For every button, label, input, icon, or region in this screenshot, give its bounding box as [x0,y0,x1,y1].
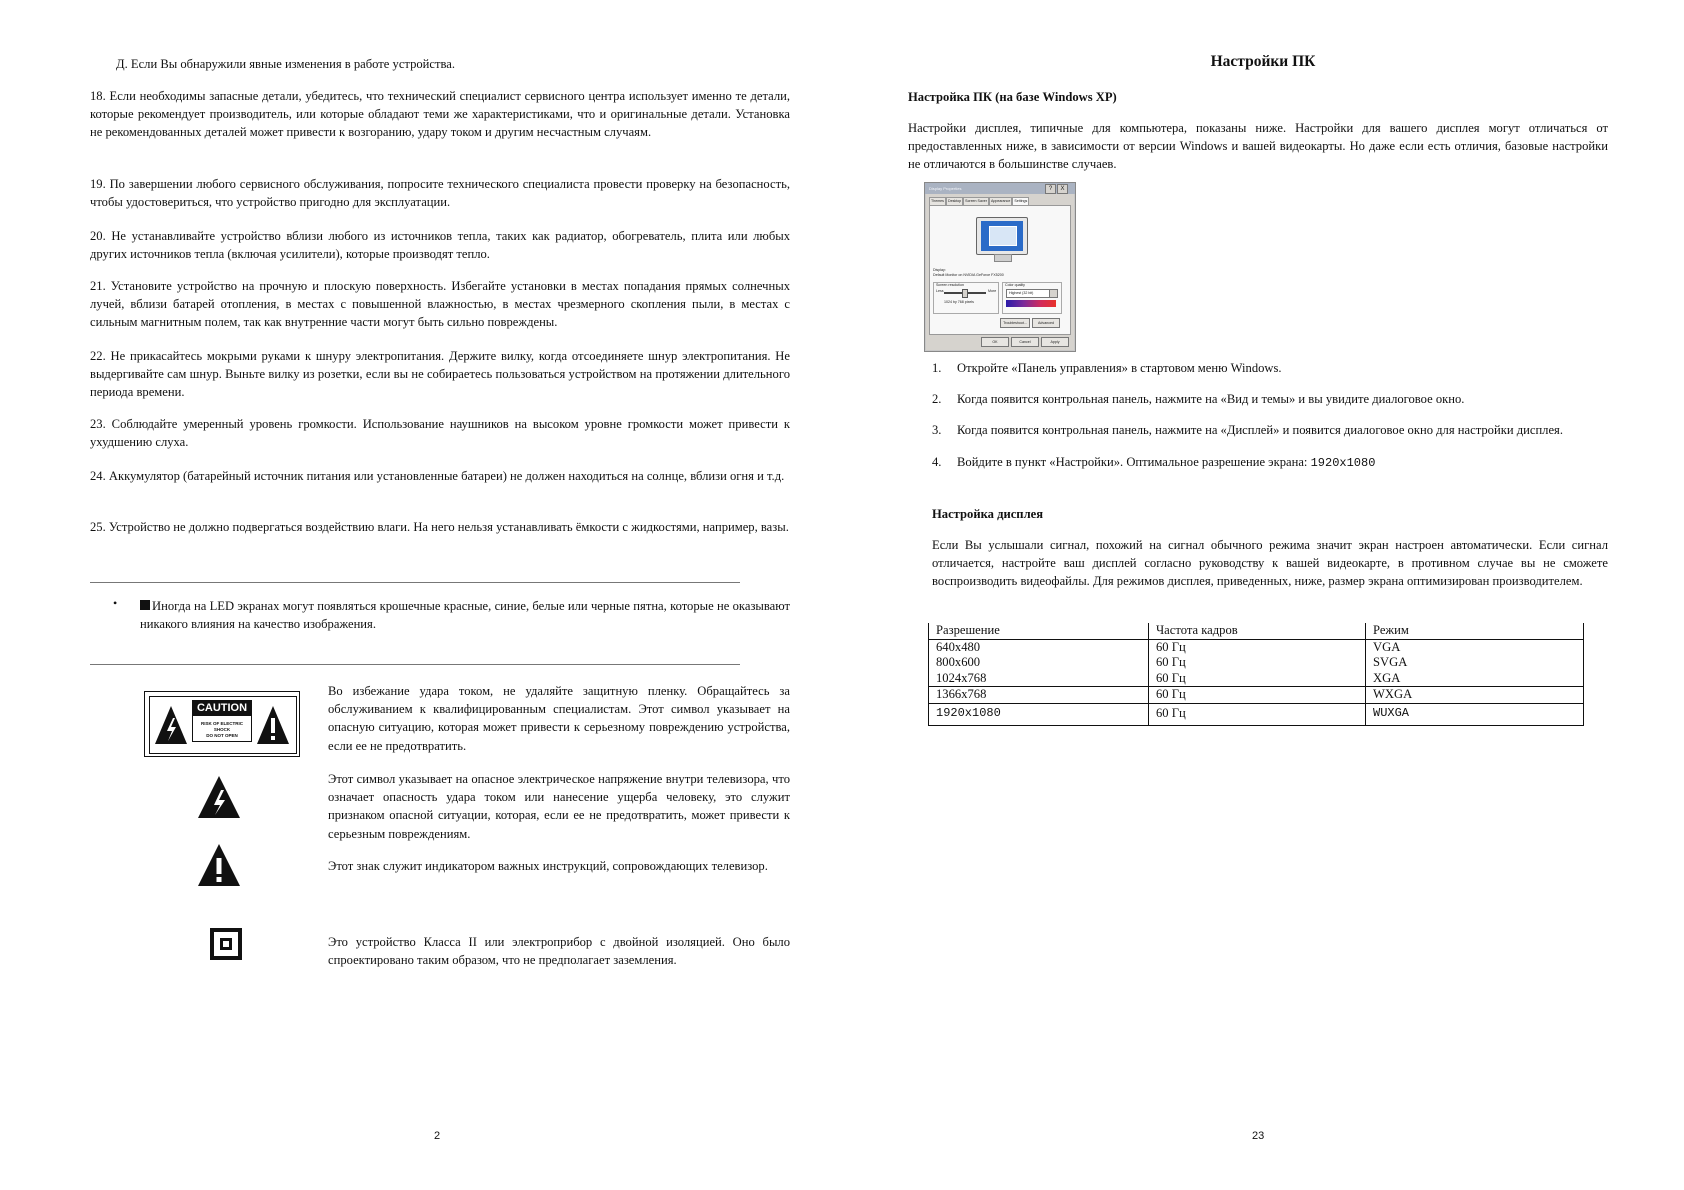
close-button[interactable]: X [1057,184,1068,194]
cancel-button[interactable]: Cancel [1011,337,1039,347]
bullet-icon: • [113,596,118,610]
advanced-button[interactable]: Advanced [1032,318,1060,328]
class-ii-double-insulation-icon [210,928,242,960]
resolution-group [933,282,999,314]
pc-setup-intro: Настройки дисплея, типичные для компьютера, показаны ниже. Настройки для вашего дисплея могут отличаться от предоставленных ниже, в зависимости от версии Windows и вашей видеокарты. Но даже если есть отличия, базовые настройки не отличаются в большинстве случаев. [908,121,1608,172]
color-quality-label: Color quality [1005,283,1025,287]
resolution-value: 1024 by 768 pixels [944,300,974,304]
tab-settings[interactable]: Settings [1012,197,1029,206]
column-header-resolution: Разрешение [929,623,1149,639]
tab-screen-saver[interactable]: Screen Saver [965,199,987,203]
caution-subtext-1: RISK OF ELECTRIC SHOCK [200,721,243,732]
more-label: More [988,289,997,293]
safety-item-20: 20. Не устанавливайте устройство вблизи любого из источников тепла, таких как радиатор, обогреватель, плита или любых других источников тепла (включая усилители), которые производят тепло. [90,229,790,262]
lightning-warning-icon [153,704,189,746]
color-quality-select[interactable] [1006,289,1058,298]
important-instructions-icon [196,842,242,888]
display-setup-text: Если Вы услышали сигнал, похожий на сигнал обычного режима значит экран настроен автоматически. Если сигнал отличается, настройте ваш дисплей согласно руководству к вашей видеокарте, в противном случае вы не сможете воспроизводить видеофайлы. Для режимов дисплея, приведенных, ниже, размер экрана оптимизирован производителем. [932,538,1608,589]
dialog-titlebar [925,183,1075,194]
safety-item-22: 22. Не прикасайтесь мокрыми руками к шнуру электропитания. Держите вилку, когда отсоединяете шнур электропитания. Не выдергивайте сам шнур. Выньте вилку из розетки, если вы не собираетесь пользоваться устройством на протяжении длительного периода времени. [90,349,790,400]
caution-label [144,691,300,757]
less-label: Less [936,289,944,293]
step-2: 2. Когда появится контрольная панель, нажмите на «Вид и темы» и вы увидите диалоговое окно. [932,392,1465,407]
table-header-row [929,623,1584,639]
optimal-resolution: 1920x1080 [1310,455,1376,470]
settings-panel [929,205,1071,335]
instructions-description: Этот знак служит индикатором важных инструкций, сопровождающих телевизор. [328,859,768,873]
divider-top [90,582,740,583]
caution-subtext-2: DO NOT OPEN [206,733,238,738]
chevron-down-icon [1049,290,1057,297]
step-3: 3. Когда появится контрольная панель, нажмите на «Дисплей» и появится диалоговое окно для настройки дисплея. [932,423,1563,438]
intro-item: Д. Если Вы обнаружили явные изменения в работе устройства. [116,57,456,71]
class-ii-description: Это устройство Класса II или электроприбор с двойной изоляцией. Оно было спроектировано таким образом, что не предполагает заземления. [328,935,790,968]
color-spectrum-bar [1006,300,1056,307]
apply-button[interactable]: Apply [1041,337,1069,347]
table-row: 640x480 60 Гц VGA [929,639,1584,655]
dangerous-voltage-icon [196,774,242,820]
right-page [842,0,1684,1190]
color-quality-value: Highest (32 bit) [1009,291,1034,295]
color-quality-group [1002,282,1062,314]
step-1: 1. Откройте «Панель управления» в стартовом меню Windows. [932,361,1282,375]
display-modes-table [928,623,1584,726]
voltage-description: Этот символ указывает на опасное электрическое напряжение внутри телевизора, что означает опасность удара током или нанесение ущерба человеку, это служит признаком опасной ситуации, которая, если ее не предотвратить, может привести к серьезным повреждениям. [328,772,790,841]
dialog-tabs [929,197,1028,205]
section-subtitle: Настройка ПК (на базе Windows XP) [908,90,1117,104]
table-row: 800x600 60 Гц SVGA [929,655,1584,671]
safety-item-25: 25. Устройство не должно подвергаться воздействию влаги. На него нельзя устанавливать ёмкости с жидкостями, например, вазы. [90,520,789,534]
column-header-mode: Режим [1366,623,1584,639]
page-number-right: 23 [1252,1130,1265,1142]
resolution-slider[interactable] [944,292,986,294]
table-row: 1920x1080 60 Гц WUXGA [929,703,1584,725]
divider-bottom [90,664,740,665]
ok-button[interactable]: OK [981,337,1009,347]
step-4: 4. Войдите в пункт «Настройки». Оптимальное разрешение экрана: 1920x1080 [932,454,1376,470]
table-row: 1366x768 60 Гц WXGA [929,687,1584,704]
exclamation-warning-icon [255,704,291,746]
bullet-note: Иногда на LED экранах могут появляться крошечные красные, синие, белые или черные пятна, которые не оказывают никакого влияния на качество изображения. [140,599,790,632]
tab-themes[interactable]: Themes [931,199,944,203]
table-row: 1024x768 60 Гц XGA [929,671,1584,687]
help-button[interactable]: ? [1045,184,1056,194]
troubleshoot-button[interactable]: Troubleshoot... [1000,318,1030,328]
resolution-group-label: Screen resolution [936,283,964,287]
tab-appearance[interactable]: Appearance [990,199,1011,203]
monitor-preview [976,217,1028,255]
safety-item-19: 19. По завершении любого сервисного обслуживания, попросите технического специалиста провести проверку на безопасность, чтобы удостовериться, что устройство пригодно для эксплуатации. [90,177,790,210]
display-properties-dialog [924,182,1076,352]
safety-item-21: 21. Установите устройство на прочную и плоскую поверхность. Избегайте установки в местах попадания прямых солнечных лучей, вблизи батарей отопления, в местах с повышенной влажностью, в местах чрезмерного скопления пыли, в местах с сильным магнитным полем, так как внутренние части могут быть сильно повреждены. [90,279,790,330]
page-title: Настройки ПК [1210,53,1316,70]
setup-steps [932,359,1608,484]
safety-item-18: 18. Если необходимы запасные детали, убедитесь, что технический специалист сервисного центра использует именно те детали, которые рекомендует производитель, или которые обладают теми же характеристиками, что и оригинальные детали. Установка не рекомендованных деталей может привести к возгоранию, удару током и другим несчастным случаям. [90,89,790,140]
monitor-stand [994,254,1012,262]
page-number-left: 2 [434,1130,441,1142]
safety-item-24: 24. Аккумулятор (батарейный источник питания или установленные батареи) не должен находиться на солнце, вблизи огня и т.д. [90,469,785,483]
display-value: Default Monitor on NVIDIA GeForce FX5200 [933,273,1004,277]
display-label: Display: [933,268,946,272]
tab-desktop[interactable]: Desktop [947,199,962,203]
display-setup-heading: Настройка дисплея [932,507,1044,521]
safety-item-23: 23. Соблюдайте умеренный уровень громкости. Использование наушников на высоком уровне громкости может привести к ухудшению слуха. [90,417,790,450]
column-header-frame-rate: Частота кадров [1149,623,1366,639]
dialog-title: Display Properties [929,186,962,191]
caution-description: Во избежание удара током, не удаляйте защитную пленку. Обращайтесь за обслуживанием к квалифицированным специалистам. Этот символ указывает на опасную ситуацию, которая может привести к серьезному повреждению устройства, если ее не предотвратить. [328,684,790,753]
caution-title: CAUTION [193,701,251,716]
